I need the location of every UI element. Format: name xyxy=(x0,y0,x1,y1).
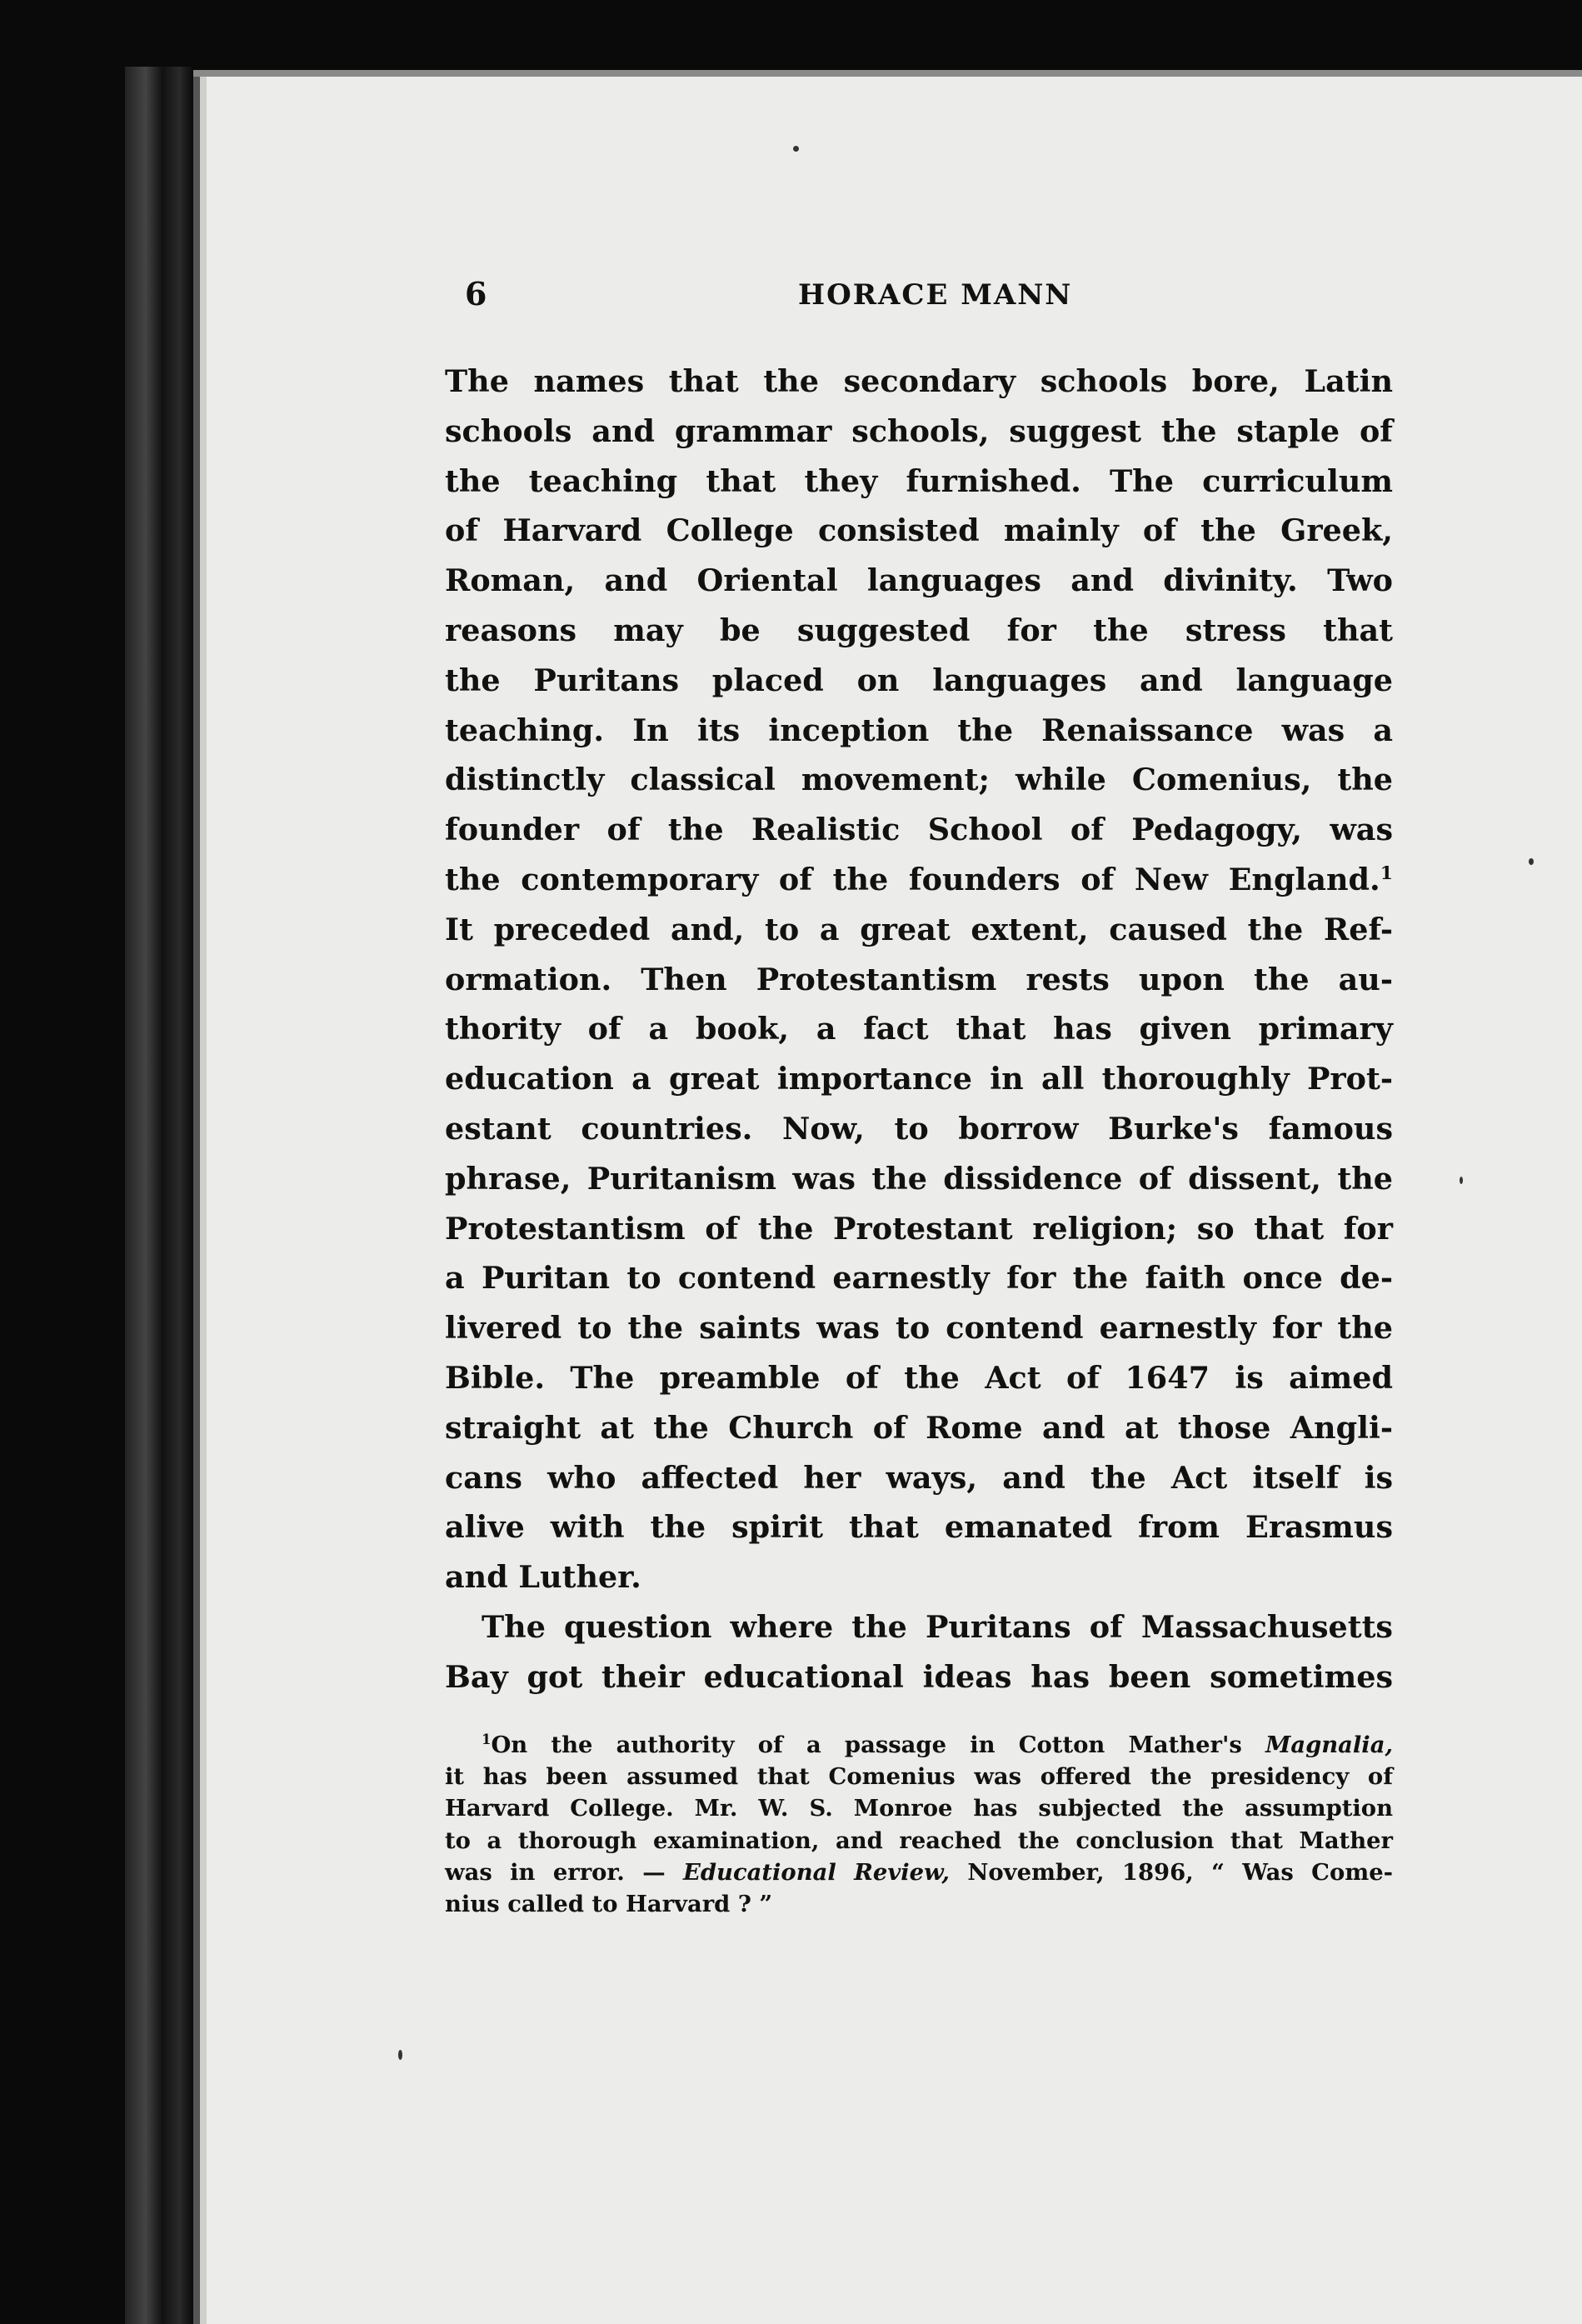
text-line: a Puritan to contend earnestly for the faith once de- xyxy=(445,1260,1393,1297)
footnote-line xyxy=(445,1857,1393,1888)
footnote-text: On the authority of a passage in Cotton Mather's xyxy=(491,1732,1266,1758)
dust-speck xyxy=(1529,858,1534,865)
text-line: estant countries. Now, to borrow Burke's famous xyxy=(445,1110,1393,1147)
text-line: the teaching that they furnished. The curriculum xyxy=(445,462,1393,499)
text-line: reasons may be suggested for the stress that xyxy=(445,612,1393,648)
text-line: straight at the Church of Rome and at those Angli- xyxy=(445,1409,1393,1446)
dust-speck xyxy=(1460,1177,1463,1184)
text-line-with-footnote-ref xyxy=(445,855,1393,905)
footnote-text: November, 1896, “ Was Come- xyxy=(949,1858,1393,1886)
footnote-reference: 1 xyxy=(1380,862,1393,884)
running-head: HORACE MANN xyxy=(798,278,1073,312)
footnote xyxy=(445,1729,1393,1920)
text-line: It preceded and, to a great extent, caused the Ref- xyxy=(445,911,1393,947)
dust-speck xyxy=(793,146,799,152)
text-line: alive with the spirit that emanated from Erasmus xyxy=(445,1509,1393,1546)
text-line: of Harvard College consisted mainly of the Greek, xyxy=(445,512,1393,549)
book-spine-shadow xyxy=(125,67,193,2324)
footnote-line: Harvard College. Mr. W. S. Monroe has subjected the assumption xyxy=(445,1795,1393,1822)
text-line-content: the contemporary of the founders of New England. xyxy=(445,861,1380,897)
page-header xyxy=(465,275,1398,333)
text-line: ormation. Then Protestantism rests upon the au- xyxy=(445,961,1393,997)
footnote-text: was in error. — xyxy=(445,1858,683,1886)
text-line: education a great importance in all thoroughly Prot- xyxy=(445,1061,1393,1097)
footnote-italic-title: Magnalia, xyxy=(1265,1732,1393,1758)
footnote-marker: 1 xyxy=(482,1731,492,1747)
text-line: phrase, Puritanism was the dissidence of dissent, the xyxy=(445,1160,1393,1197)
text-line: Roman, and Oriental languages and divinity. Two xyxy=(445,562,1393,599)
text-line: distinctly classical movement; while Comenius, the xyxy=(445,762,1393,798)
text-line: thority of a book, a fact that has given primary xyxy=(445,1011,1393,1047)
text-line: The names that the secondary schools bore, Latin xyxy=(445,363,1393,399)
footnote-line xyxy=(445,1729,1393,1761)
text-line: Bay got their educational ideas has been sometimes xyxy=(445,1658,1393,1695)
paragraph-start-line: The question where the Puritans of Massachusetts xyxy=(482,1608,1393,1645)
text-line: cans who affected her ways, and the Act itself is xyxy=(445,1459,1393,1496)
text-line: Protestantism of the Protestant religion; so that for xyxy=(445,1210,1393,1247)
footnote-line: to a thorough examination, and reached the conclusion that Mather xyxy=(445,1827,1393,1854)
text-line: Bible. The preamble of the Act of 1647 is aimed xyxy=(445,1359,1393,1396)
text-line: livered to the saints was to contend earnestly for the xyxy=(445,1310,1393,1347)
page-number: 6 xyxy=(465,275,487,312)
footnote-line: it has been assumed that Comenius was offered the presidency of xyxy=(445,1763,1393,1791)
text-line: and Luther. xyxy=(445,1559,641,1596)
main-text xyxy=(445,357,1393,1702)
text-line: the Puritans placed on languages and language xyxy=(445,662,1393,698)
footnote-line: nius called to Harvard ? ” xyxy=(445,1891,773,1918)
dust-speck xyxy=(398,2050,402,2060)
text-line: schools and grammar schools, suggest the staple of xyxy=(445,412,1393,449)
footnote-italic-journal: Educational Review, xyxy=(683,1858,950,1886)
text-line: teaching. In its inception the Renaissance was a xyxy=(445,712,1393,748)
text-line: founder of the Realistic School of Pedagogy, was xyxy=(445,812,1393,848)
